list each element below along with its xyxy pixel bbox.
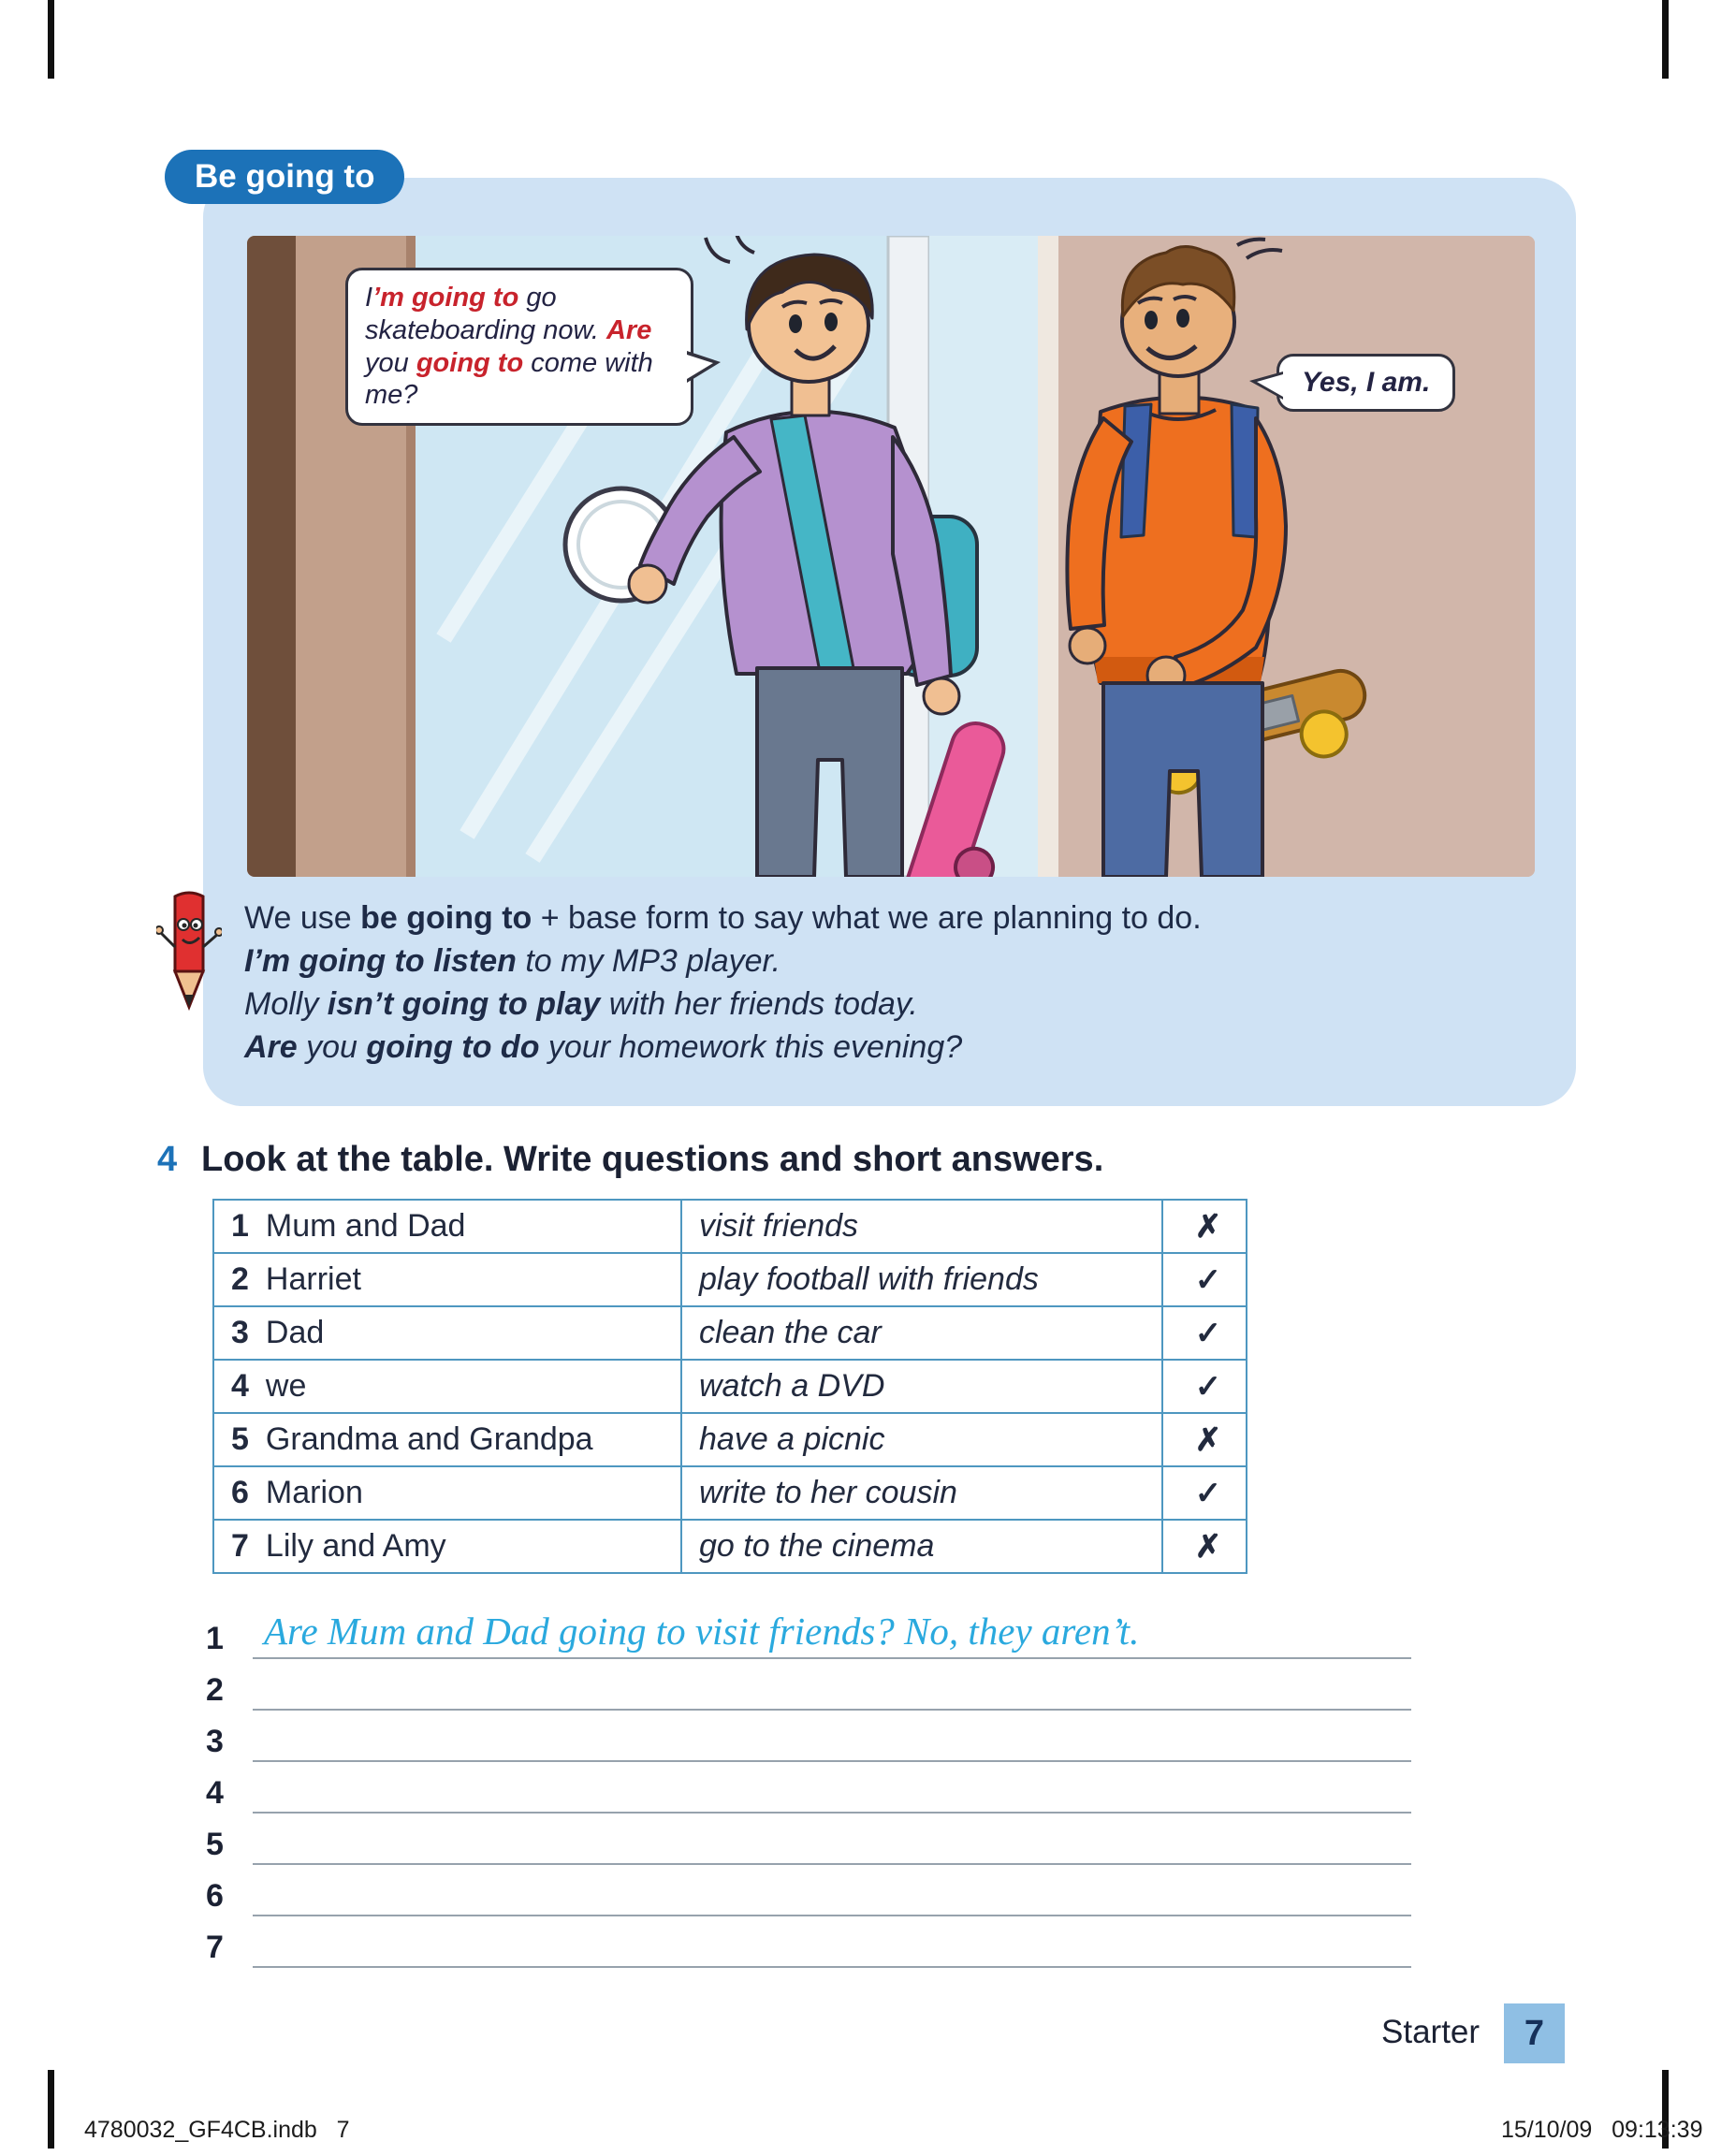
mark-cell: ✗ bbox=[1162, 1413, 1247, 1466]
exercise-title: Look at the table. Write questions and short answers. bbox=[201, 1140, 1104, 1179]
mark-cell: ✓ bbox=[1162, 1466, 1247, 1520]
answer-line bbox=[253, 1657, 1411, 1711]
answer-row bbox=[206, 1865, 1411, 1916]
text-segment: come with me? bbox=[365, 347, 653, 411]
text-segment-bold: I’m going to listen bbox=[244, 943, 517, 979]
mark-cell: ✓ bbox=[1162, 1253, 1247, 1306]
row-number: 6 bbox=[231, 1475, 249, 1510]
text-segment: go skateboarding now. bbox=[365, 283, 606, 345]
print-imprint-left: 4780032_GF4CB.indb 7 bbox=[84, 2117, 350, 2143]
row-number: 1 bbox=[231, 1208, 249, 1244]
grammar-panel bbox=[203, 178, 1576, 1106]
mark-cell: ✓ bbox=[1162, 1360, 1247, 1413]
table-row bbox=[213, 1253, 1247, 1306]
name-cell bbox=[213, 1253, 681, 1306]
mark-cell: ✗ bbox=[1162, 1200, 1247, 1253]
handwritten-answer: Are Mum and Dad going to visit friends? No, they aren’t. bbox=[264, 1610, 1140, 1653]
answer-lines bbox=[206, 1608, 1411, 1968]
text-segment: you bbox=[297, 1029, 367, 1065]
row-name: Dad bbox=[265, 1315, 325, 1350]
answer-line bbox=[253, 1915, 1411, 1968]
print-imprint-right: 15/10/09 09:13:39 bbox=[1501, 2117, 1703, 2143]
answer-row bbox=[206, 1711, 1411, 1762]
crop-mark bbox=[1662, 0, 1669, 79]
answer-row bbox=[206, 1608, 1411, 1659]
answer-line bbox=[253, 1709, 1411, 1762]
activity-cell bbox=[681, 1360, 1162, 1413]
speech-bubble-right bbox=[1276, 354, 1455, 412]
text-segment: We use bbox=[244, 900, 361, 936]
row-activity: visit friends bbox=[699, 1208, 859, 1244]
rule-example-1 bbox=[244, 940, 1545, 983]
row-activity: play football with friends bbox=[699, 1261, 1039, 1297]
answer-line bbox=[253, 1606, 1411, 1659]
answer-row bbox=[206, 1916, 1411, 1968]
crop-mark bbox=[48, 0, 54, 79]
text-segment: Molly bbox=[244, 986, 328, 1022]
text-segment-emphasis: going to bbox=[416, 347, 524, 378]
activity-cell bbox=[681, 1200, 1162, 1253]
activity-cell bbox=[681, 1466, 1162, 1520]
text-segment-emphasis: Are bbox=[605, 314, 652, 345]
mark-cell: ✓ bbox=[1162, 1306, 1247, 1360]
row-name: we bbox=[265, 1368, 307, 1404]
answer-row bbox=[206, 1814, 1411, 1865]
table-row bbox=[213, 1520, 1247, 1573]
answer-number: 2 bbox=[206, 1672, 224, 1708]
exercise-number: 4 bbox=[157, 1140, 178, 1179]
row-activity: go to the cinema bbox=[699, 1528, 935, 1564]
answer-line bbox=[253, 1863, 1411, 1916]
answer-number: 5 bbox=[206, 1827, 224, 1862]
row-number: 3 bbox=[231, 1315, 249, 1350]
row-name: Lily and Amy bbox=[265, 1528, 446, 1564]
text-segment-bold: going to do bbox=[366, 1029, 540, 1065]
speech-bubble-left bbox=[345, 268, 693, 426]
answer-row bbox=[206, 1659, 1411, 1711]
table-row bbox=[213, 1306, 1247, 1360]
activity-cell bbox=[681, 1253, 1162, 1306]
name-cell bbox=[213, 1466, 681, 1520]
exercise-heading bbox=[157, 1140, 1103, 1180]
unit-label: Starter bbox=[1381, 2014, 1481, 2050]
row-name: Grandma and Grandpa bbox=[265, 1421, 593, 1457]
answer-row bbox=[206, 1762, 1411, 1814]
name-cell bbox=[213, 1200, 681, 1253]
activity-cell bbox=[681, 1413, 1162, 1466]
row-activity: watch a DVD bbox=[699, 1368, 885, 1404]
exercise-table bbox=[212, 1199, 1247, 1574]
row-activity: have a picnic bbox=[699, 1421, 885, 1457]
row-activity: write to her cousin bbox=[699, 1475, 957, 1510]
row-name: Harriet bbox=[265, 1261, 361, 1297]
answer-number: 6 bbox=[206, 1878, 224, 1914]
backpack-strap bbox=[1232, 404, 1258, 537]
text-segment: your homework this evening? bbox=[539, 1029, 963, 1065]
row-number: 2 bbox=[231, 1261, 249, 1297]
name-cell bbox=[213, 1360, 681, 1413]
activity-cell bbox=[681, 1520, 1162, 1573]
text-segment-bold: isn’t going to play bbox=[327, 986, 601, 1022]
row-number: 4 bbox=[231, 1368, 249, 1404]
row-number: 5 bbox=[231, 1421, 249, 1457]
row-name: Mum and Dad bbox=[265, 1208, 466, 1244]
answer-number: 1 bbox=[206, 1621, 224, 1656]
answer-number: 3 bbox=[206, 1724, 224, 1759]
section-badge: Be going to bbox=[165, 150, 404, 204]
text-segment-bold: be going to bbox=[360, 900, 532, 936]
answer-line bbox=[253, 1760, 1411, 1814]
illustration bbox=[247, 236, 1535, 877]
mark-cell: ✗ bbox=[1162, 1520, 1247, 1573]
text-segment: I bbox=[365, 283, 373, 313]
pencil-mascot-icon bbox=[156, 889, 222, 1012]
row-name: Marion bbox=[265, 1475, 363, 1510]
crop-mark bbox=[48, 2070, 54, 2149]
text-segment: Yes, I am. bbox=[1302, 367, 1431, 398]
text-segment: with her friends today. bbox=[600, 986, 918, 1022]
text-segment-emphasis: ’m going to bbox=[372, 283, 519, 313]
answer-line bbox=[253, 1812, 1411, 1865]
text-segment: to my MP3 player. bbox=[516, 943, 781, 979]
name-cell bbox=[213, 1413, 681, 1466]
name-cell bbox=[213, 1520, 681, 1573]
name-cell bbox=[213, 1306, 681, 1360]
row-activity: clean the car bbox=[699, 1315, 882, 1350]
table-row bbox=[213, 1200, 1247, 1253]
rule-intro bbox=[244, 896, 1545, 940]
table-row bbox=[213, 1466, 1247, 1520]
text-segment: you bbox=[365, 347, 416, 378]
activity-cell bbox=[681, 1306, 1162, 1360]
grammar-rule-box bbox=[244, 896, 1545, 1069]
answer-number: 4 bbox=[206, 1775, 224, 1811]
text-segment-bold: Are bbox=[244, 1029, 298, 1065]
table-row bbox=[213, 1360, 1247, 1413]
answer-number: 7 bbox=[206, 1930, 224, 1965]
row-number: 7 bbox=[231, 1528, 249, 1564]
text-segment: + base form to say what we are planning to do. bbox=[532, 900, 1202, 936]
rule-example-2 bbox=[244, 983, 1545, 1026]
page-number-badge: 7 bbox=[1504, 2003, 1565, 2063]
rule-example-3 bbox=[244, 1026, 1545, 1069]
table-row bbox=[213, 1413, 1247, 1466]
